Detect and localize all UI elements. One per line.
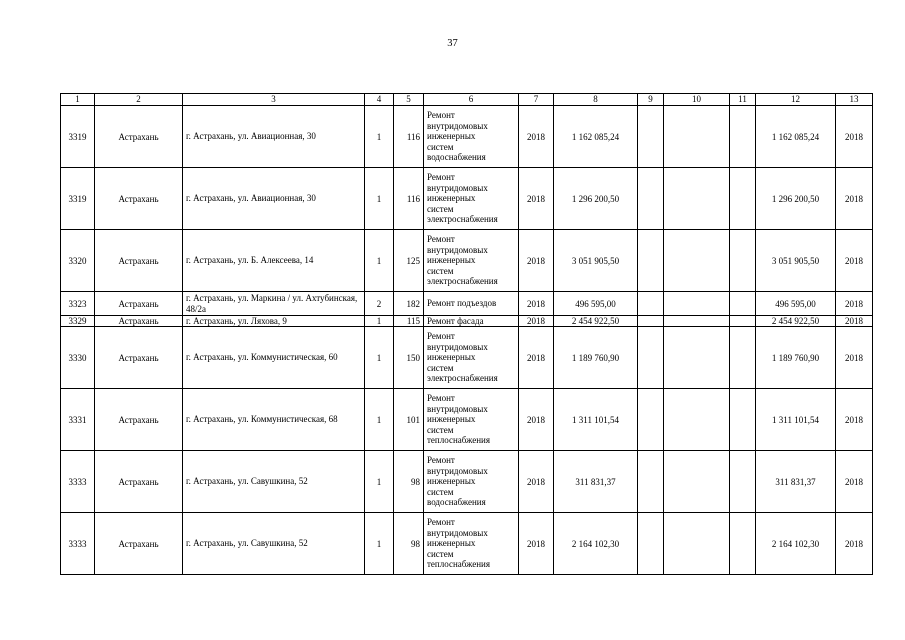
completion-year: 2018 (836, 106, 873, 168)
col-9-value (638, 389, 664, 451)
estimated-cost: 1 189 760,90 (554, 327, 638, 389)
work-type-line: теплоснабжения (427, 559, 490, 570)
entrance-count: 2 (365, 292, 394, 316)
col-11-value (730, 327, 756, 389)
entrance-count: 1 (365, 316, 394, 327)
work-type-line: инженерных (427, 414, 476, 425)
work-type-line: внутридомовых (427, 527, 488, 538)
col-9-value (638, 327, 664, 389)
planned-year: 2018 (519, 292, 554, 316)
work-type (424, 389, 519, 451)
municipality: Астрахань (95, 168, 183, 230)
column-number: 12 (756, 94, 836, 106)
address: г. Астрахань, ул. Б. Алексеева, 14 (183, 230, 365, 292)
work-type-line: внутридомовых (427, 244, 488, 255)
work-type-line: Ремонт (427, 172, 455, 183)
work-type-line: Ремонт подъездов (427, 298, 497, 309)
col-10-value (664, 451, 730, 513)
col-10-value (664, 513, 730, 575)
col-9-value (638, 316, 664, 327)
entrance-count: 1 (365, 451, 394, 513)
address: г. Астрахань, ул. Ляхова, 9 (183, 316, 365, 327)
table-row (61, 451, 873, 513)
total-cost: 1 162 085,24 (756, 106, 836, 168)
planned-year: 2018 (519, 451, 554, 513)
completion-year: 2018 (836, 168, 873, 230)
record-id: 3333 (61, 451, 95, 513)
completion-year: 2018 (836, 316, 873, 327)
planned-year: 2018 (519, 230, 554, 292)
column-number: 4 (365, 94, 394, 106)
work-type-line: инженерных (427, 476, 476, 487)
planned-year: 2018 (519, 168, 554, 230)
table-row (61, 389, 873, 451)
page-number: 37 (447, 38, 458, 49)
col-10-value (664, 327, 730, 389)
table-row (61, 316, 873, 327)
work-type-line: систем (427, 265, 454, 276)
work-type (424, 316, 519, 327)
apartment-count: 98 (394, 513, 424, 575)
col-11-value (730, 316, 756, 327)
address: г. Астрахань, ул. Коммунистическая, 60 (183, 327, 365, 389)
estimated-cost: 496 595,00 (554, 292, 638, 316)
work-type-line: инженерных (427, 255, 476, 266)
completion-year: 2018 (836, 292, 873, 316)
column-number: 3 (183, 94, 365, 106)
apartment-count: 116 (394, 106, 424, 168)
col-9-value (638, 106, 664, 168)
column-number-row (61, 94, 873, 106)
entrance-count: 1 (365, 230, 394, 292)
apartment-count: 115 (394, 316, 424, 327)
record-id: 3323 (61, 292, 95, 316)
col-10-value (664, 389, 730, 451)
column-number: 6 (424, 94, 519, 106)
work-type (424, 451, 519, 513)
apartment-count: 182 (394, 292, 424, 316)
table-body (61, 106, 873, 575)
estimated-cost: 1 162 085,24 (554, 106, 638, 168)
work-type-line: теплоснабжения (427, 435, 490, 446)
record-id: 3329 (61, 316, 95, 327)
column-number: 10 (664, 94, 730, 106)
work-type-line: систем (427, 203, 454, 214)
col-11-value (730, 106, 756, 168)
table-row (61, 106, 873, 168)
col-10-value (664, 168, 730, 230)
entrance-count: 1 (365, 106, 394, 168)
planned-year: 2018 (519, 316, 554, 327)
work-type-line: Ремонт (427, 517, 455, 528)
total-cost: 2 454 922,50 (756, 316, 836, 327)
work-type-line: водоснабжения (427, 497, 486, 508)
work-type (424, 106, 519, 168)
col-9-value (638, 451, 664, 513)
record-id: 3331 (61, 389, 95, 451)
apartment-count: 116 (394, 168, 424, 230)
col-10-value (664, 106, 730, 168)
work-type-line: электроснабжения (427, 373, 498, 384)
work-type-line: внутридомовых (427, 341, 488, 352)
work-type (424, 292, 519, 316)
municipality: Астрахань (95, 106, 183, 168)
entrance-count: 1 (365, 327, 394, 389)
work-type-line: систем (427, 424, 454, 435)
repair-program-table (60, 93, 873, 575)
entrance-count: 1 (365, 168, 394, 230)
planned-year: 2018 (519, 327, 554, 389)
table-row (61, 292, 873, 316)
col-10-value (664, 230, 730, 292)
total-cost: 1 296 200,50 (756, 168, 836, 230)
completion-year: 2018 (836, 327, 873, 389)
work-type (424, 168, 519, 230)
column-number: 11 (730, 94, 756, 106)
work-type (424, 327, 519, 389)
col-9-value (638, 513, 664, 575)
col-10-value (664, 316, 730, 327)
work-type-line: внутридомовых (427, 465, 488, 476)
work-type (424, 230, 519, 292)
total-cost: 1 189 760,90 (756, 327, 836, 389)
completion-year: 2018 (836, 451, 873, 513)
total-cost: 1 311 101,54 (756, 389, 836, 451)
column-number: 13 (836, 94, 873, 106)
work-type-line: внутридомовых (427, 120, 488, 131)
work-type (424, 513, 519, 575)
work-type-line: внутридомовых (427, 182, 488, 193)
col-11-value (730, 451, 756, 513)
work-type-line: Ремонт (427, 110, 455, 121)
col-9-value (638, 230, 664, 292)
address: г. Астрахань, ул. Маркина / ул. Ахтубинская, 48/2а (183, 292, 365, 316)
col-9-value (638, 292, 664, 316)
record-id: 3330 (61, 327, 95, 389)
address: г. Астрахань, ул. Савушкина, 52 (183, 451, 365, 513)
work-type-line: Ремонт (427, 455, 455, 466)
municipality: Астрахань (95, 292, 183, 316)
work-type-line: систем (427, 486, 454, 497)
address: г. Астрахань, ул. Авиационная, 30 (183, 168, 365, 230)
work-type-line: электроснабжения (427, 276, 498, 287)
table-row (61, 327, 873, 389)
completion-year: 2018 (836, 230, 873, 292)
record-id: 3319 (61, 168, 95, 230)
col-9-value (638, 168, 664, 230)
col-11-value (730, 389, 756, 451)
column-number: 2 (95, 94, 183, 106)
column-number: 7 (519, 94, 554, 106)
work-type-line: инженерных (427, 193, 476, 204)
entrance-count: 1 (365, 389, 394, 451)
work-type-line: систем (427, 141, 454, 152)
municipality: Астрахань (95, 316, 183, 327)
estimated-cost: 1 296 200,50 (554, 168, 638, 230)
work-type-line: инженерных (427, 538, 476, 549)
planned-year: 2018 (519, 389, 554, 451)
work-type-line: Ремонт (427, 393, 455, 404)
estimated-cost: 2 164 102,30 (554, 513, 638, 575)
col-11-value (730, 292, 756, 316)
apartment-count: 98 (394, 451, 424, 513)
column-number: 1 (61, 94, 95, 106)
total-cost: 3 051 905,50 (756, 230, 836, 292)
municipality: Астрахань (95, 389, 183, 451)
col-11-value (730, 230, 756, 292)
completion-year: 2018 (836, 389, 873, 451)
col-10-value (664, 292, 730, 316)
column-number: 8 (554, 94, 638, 106)
planned-year: 2018 (519, 106, 554, 168)
work-type-line: Ремонт (427, 234, 455, 245)
address: г. Астрахань, ул. Коммунистическая, 68 (183, 389, 365, 451)
planned-year: 2018 (519, 513, 554, 575)
estimated-cost: 311 831,37 (554, 451, 638, 513)
work-type-line: внутридомовых (427, 403, 488, 414)
estimated-cost: 2 454 922,50 (554, 316, 638, 327)
address: г. Астрахань, ул. Савушкина, 52 (183, 513, 365, 575)
estimated-cost: 3 051 905,50 (554, 230, 638, 292)
work-type-line: Ремонт (427, 331, 455, 342)
apartment-count: 101 (394, 389, 424, 451)
completion-year: 2018 (836, 513, 873, 575)
total-cost: 311 831,37 (756, 451, 836, 513)
municipality: Астрахань (95, 230, 183, 292)
record-id: 3333 (61, 513, 95, 575)
work-type-line: систем (427, 362, 454, 373)
municipality: Астрахань (95, 327, 183, 389)
estimated-cost: 1 311 101,54 (554, 389, 638, 451)
work-type-line: Ремонт фасада (427, 316, 484, 326)
total-cost: 496 595,00 (756, 292, 836, 316)
col-11-value (730, 513, 756, 575)
municipality: Астрахань (95, 513, 183, 575)
work-type-line: инженерных (427, 131, 476, 142)
table-row (61, 230, 873, 292)
col-11-value (730, 168, 756, 230)
work-type-line: водоснабжения (427, 152, 486, 163)
record-id: 3320 (61, 230, 95, 292)
column-number: 9 (638, 94, 664, 106)
work-type-line: электроснабжения (427, 214, 498, 225)
column-number: 5 (394, 94, 424, 106)
municipality: Астрахань (95, 451, 183, 513)
table-row (61, 513, 873, 575)
work-type-line: систем (427, 548, 454, 559)
apartment-count: 150 (394, 327, 424, 389)
table-row (61, 168, 873, 230)
record-id: 3319 (61, 106, 95, 168)
entrance-count: 1 (365, 513, 394, 575)
total-cost: 2 164 102,30 (756, 513, 836, 575)
work-type-line: инженерных (427, 352, 476, 363)
address: г. Астрахань, ул. Авиационная, 30 (183, 106, 365, 168)
apartment-count: 125 (394, 230, 424, 292)
